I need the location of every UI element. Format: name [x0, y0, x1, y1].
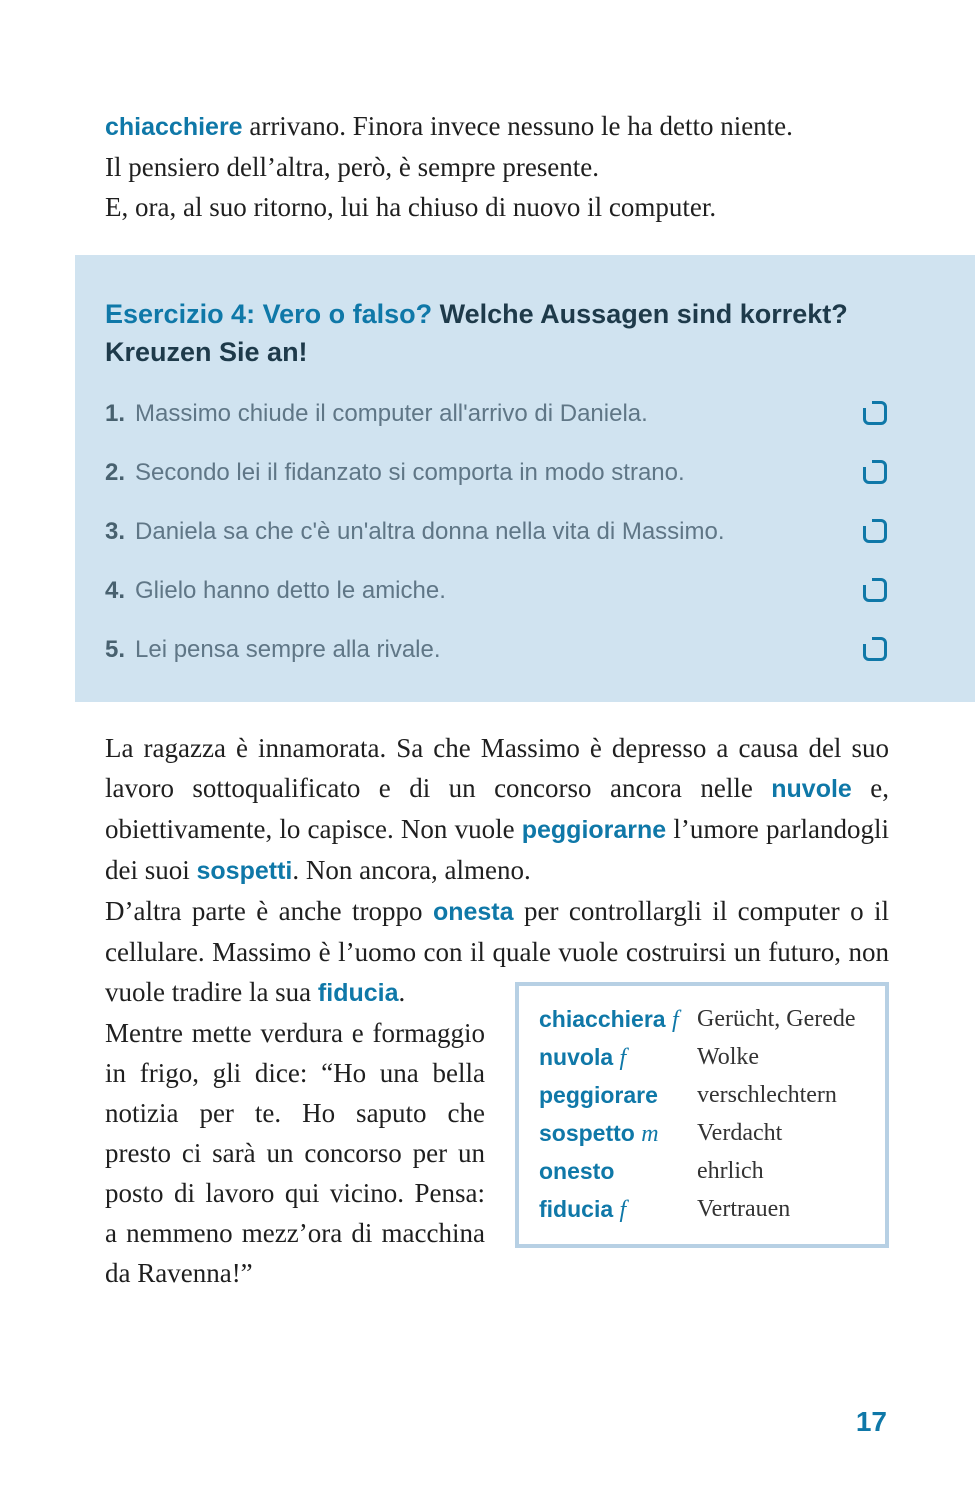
vocab-translation: Vertrauen — [697, 1196, 791, 1222]
vocab-translation: Gerücht, Gerede — [697, 1006, 856, 1032]
vocab-box — [515, 982, 889, 1248]
item-number: 4. — [105, 577, 126, 604]
vocab-gender: f — [619, 1045, 627, 1071]
exercise-item — [105, 457, 887, 489]
vocab-highlight: sospetti — [196, 857, 293, 885]
paragraph: E, ora, al suo ritorno, lui ha chiuso di nuovo il computer. — [105, 192, 717, 222]
vocab-gender: m — [641, 1121, 659, 1147]
vocab-entry — [539, 1077, 869, 1115]
paragraph — [105, 106, 889, 147]
vocab-entry — [539, 1191, 869, 1229]
checkbox[interactable] — [863, 460, 887, 484]
vocab-entry — [539, 1153, 869, 1191]
checkbox[interactable] — [863, 637, 887, 661]
vocab-translation: ehrlich — [697, 1158, 764, 1184]
vocab-term — [539, 1191, 697, 1229]
vocab-word: peggiorare — [539, 1082, 658, 1108]
item-number: 5. — [105, 636, 126, 663]
text-run: D’altra parte è anche troppo — [105, 896, 433, 926]
exercise-box — [75, 255, 975, 702]
exercise-item — [105, 516, 887, 548]
vocab-gender: f — [619, 1197, 627, 1223]
text-run: arrivano. Finora invece nessuno le ha detto niente. — [242, 111, 793, 141]
checkbox[interactable] — [863, 401, 887, 425]
vocab-word: chiacchiera — [539, 1006, 666, 1032]
page-number: 17 — [855, 1406, 887, 1437]
vocab-translation: Verdacht — [697, 1120, 783, 1146]
text-run: e, obiettivamente, lo capisce. Non vuole — [105, 773, 889, 844]
paragraph: Il pensiero dell’altra, però, è sempre presente. — [105, 152, 600, 182]
paragraph — [105, 728, 889, 891]
vocab-word: nuvola — [539, 1044, 614, 1070]
item-text: Daniela sa che c'è un'altra donna nella vita di Massimo. — [135, 518, 725, 545]
exercise-item — [105, 634, 887, 666]
item-number: 1. — [105, 400, 126, 427]
vocab-word: fiducia — [539, 1196, 614, 1222]
vocab-entry — [539, 1039, 869, 1077]
item-text: Glielo hanno detto le amiche. — [135, 577, 446, 604]
vocab-highlight: peggiorarne — [521, 816, 667, 844]
vocab-gender: f — [671, 1007, 679, 1033]
vocab-highlight: fiducia — [317, 979, 399, 1007]
vocab-highlight: onesta — [432, 898, 514, 926]
text-run: Mentre mette verdura e formaggio in frigo, gli dice: “Ho una bella notizia per te. Ho saputo che presto ci sarà un concorso per un posto di lavoro qui vicino. Pensa: a nemmeno mezz’ora di macchina da Ravenna!” — [105, 1018, 485, 1288]
vocab-translation: verschlechtern — [697, 1082, 837, 1108]
vocab-highlight: chiacchiere — [105, 113, 243, 141]
exercise-title — [105, 295, 887, 371]
exercise-item — [105, 398, 887, 430]
intro-text — [105, 106, 889, 227]
vocab-highlight: nuvole — [771, 775, 852, 803]
vocab-term — [539, 1077, 697, 1115]
vocab-term — [539, 1001, 697, 1039]
item-number: 2. — [105, 459, 126, 486]
vocab-word: onesto — [539, 1158, 615, 1184]
vocab-term — [539, 1115, 697, 1153]
vocab-translation: Wolke — [697, 1044, 760, 1070]
text-run: costruirsi un futuro, non vuole tradire la sua — [105, 937, 889, 1007]
checkbox[interactable] — [863, 578, 887, 602]
text-run: . Non ancora, almeno. — [292, 855, 531, 885]
text-run: l’umore parlandogli dei suoi — [105, 814, 889, 885]
text-run: La ragazza è innamorata. Sa che Massimo è depresso a causa del suo lavoro sottoqualificato e di un concorso ancora nelle — [105, 733, 889, 803]
item-text: Massimo chiude il computer all'arrivo di Daniela. — [135, 400, 648, 427]
checkbox[interactable] — [863, 519, 887, 543]
vocab-term — [539, 1153, 697, 1191]
text-run: per controllargli il computer o il cellulare. Massimo è l’uomo con il quale vuole — [105, 896, 889, 967]
vocab-entry — [539, 1001, 869, 1039]
exercise-title-accent: Esercizio 4: Vero o falso? — [105, 299, 433, 329]
exercise-item — [105, 575, 887, 607]
vocab-word: sospetto — [539, 1120, 635, 1146]
item-text: Lei pensa sempre alla rivale. — [135, 636, 441, 663]
text-run: . — [398, 977, 406, 1007]
vocab-term — [539, 1039, 697, 1077]
vocab-entry — [539, 1115, 869, 1153]
exercise-title-rest: Welche Aussagen sind korrekt? Kreuzen Sie an! — [105, 299, 848, 367]
item-number: 3. — [105, 518, 126, 545]
item-text: Secondo lei il fidanzato si comporta in modo strano. — [135, 459, 685, 486]
body-text — [105, 728, 889, 1293]
